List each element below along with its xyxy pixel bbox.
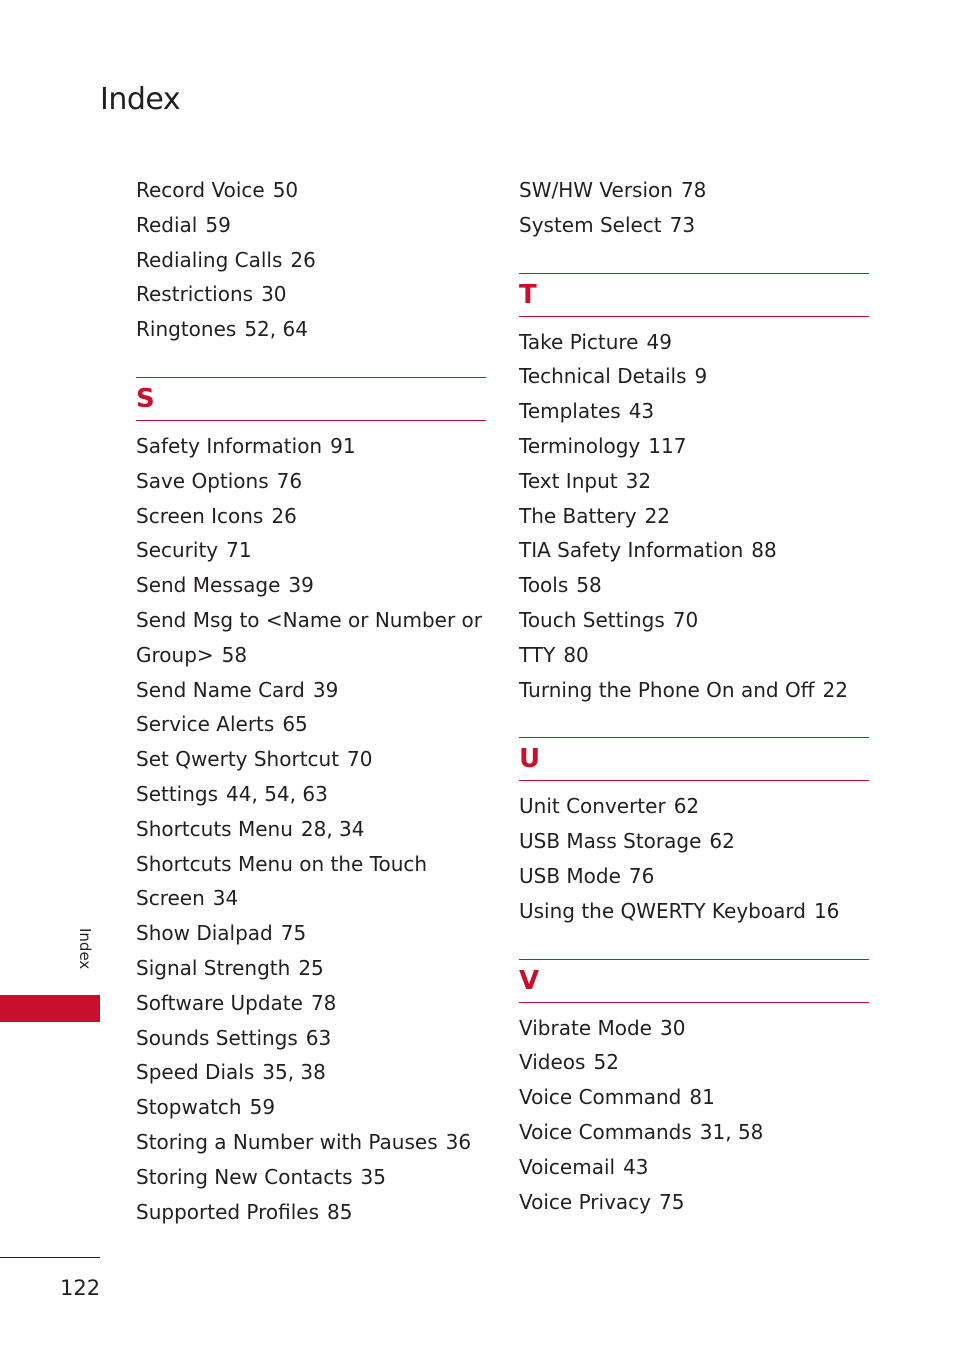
index-page-ref: 85 bbox=[327, 1199, 353, 1224]
index-entry bbox=[519, 533, 869, 568]
s-entries-list bbox=[136, 429, 486, 1229]
index-term: TIA Safety Information bbox=[519, 538, 744, 563]
index-entry bbox=[136, 777, 486, 812]
index-term: Templates bbox=[519, 399, 621, 424]
index-page-ref: 71 bbox=[226, 538, 252, 563]
index-term: Send Message bbox=[136, 573, 281, 598]
index-entry bbox=[136, 312, 486, 347]
index-page-ref: 75 bbox=[659, 1189, 685, 1214]
index-entry bbox=[519, 638, 869, 673]
index-term: SW/HW Version bbox=[519, 178, 673, 202]
index-page-ref: 65 bbox=[282, 712, 308, 737]
section-header-t bbox=[519, 273, 869, 317]
index-page-ref: 49 bbox=[646, 329, 672, 354]
index-entry bbox=[136, 568, 486, 603]
index-term: Take Picture bbox=[519, 329, 639, 354]
section-spacer bbox=[519, 243, 869, 261]
index-page-ref: 76 bbox=[276, 468, 303, 493]
index-term: Settings bbox=[136, 781, 219, 806]
side-tab-marker bbox=[0, 995, 100, 1022]
index-term: Security bbox=[136, 538, 219, 563]
index-page-ref: 44, 54, 63 bbox=[226, 781, 328, 806]
section-header-s bbox=[136, 377, 486, 421]
index-entry bbox=[519, 1185, 869, 1220]
index-term: Send Name Card bbox=[136, 677, 305, 702]
index-entry bbox=[136, 1055, 486, 1090]
index-page-ref: 22 bbox=[822, 677, 848, 702]
index-entry bbox=[519, 603, 869, 638]
index-term: Save Options bbox=[136, 468, 269, 493]
index-entry bbox=[519, 464, 869, 499]
index-term: Unit Converter bbox=[519, 794, 666, 819]
index-term: Vibrate Mode bbox=[519, 1015, 652, 1040]
index-page-ref: 117 bbox=[648, 433, 687, 458]
index-entry bbox=[519, 894, 869, 929]
index-page-ref: 52, 64 bbox=[244, 317, 308, 342]
index-term: Storing New Contacts bbox=[136, 1164, 353, 1189]
index-term: Service Alerts bbox=[136, 712, 275, 737]
index-term: Screen Icons bbox=[136, 503, 264, 528]
index-entry bbox=[136, 1090, 486, 1125]
section-letter: V bbox=[519, 965, 540, 996]
index-term: Technical Details bbox=[519, 364, 687, 389]
index-entry bbox=[519, 824, 869, 859]
index-term: Set Qwerty Shortcut bbox=[136, 747, 340, 772]
index-term: Ringtones bbox=[136, 317, 237, 342]
page-number: 122 bbox=[60, 1276, 101, 1300]
index-page-ref: 73 bbox=[669, 212, 696, 237]
index-entry bbox=[136, 951, 486, 986]
index-entry bbox=[519, 1115, 869, 1150]
index-entry bbox=[519, 499, 869, 534]
index-term: Show Dialpad bbox=[136, 921, 273, 946]
index-page-ref: 81 bbox=[689, 1085, 715, 1110]
index-entry bbox=[136, 742, 486, 777]
index-page-ref: 30 bbox=[659, 1015, 686, 1040]
index-term: Videos bbox=[519, 1050, 586, 1075]
index-entry bbox=[136, 847, 486, 917]
index-page-ref: 75 bbox=[280, 921, 307, 946]
index-entry bbox=[136, 707, 486, 742]
index-page-ref: 22 bbox=[644, 503, 671, 528]
index-page-ref: 59 bbox=[249, 1095, 276, 1120]
v-entries-list bbox=[519, 1011, 869, 1220]
index-term: Tools bbox=[519, 573, 569, 598]
index-page-ref: 80 bbox=[563, 642, 589, 667]
index-page-ref: 62 bbox=[673, 794, 700, 819]
index-entry bbox=[136, 812, 486, 847]
index-term: Voicemail bbox=[519, 1154, 616, 1179]
index-page-ref: 28, 34 bbox=[300, 816, 365, 841]
index-term: Supported Profiles bbox=[136, 1199, 320, 1224]
index-term: System Select bbox=[519, 212, 662, 237]
index-entry bbox=[519, 568, 869, 603]
index-page-ref: 39 bbox=[312, 677, 339, 702]
u-entries-list bbox=[519, 789, 869, 928]
index-page-ref: 63 bbox=[305, 1025, 332, 1050]
section-header-v bbox=[519, 959, 869, 1003]
index-term: Stopwatch bbox=[136, 1095, 242, 1120]
index-term: Using the QWERTY Keyboard bbox=[519, 898, 806, 923]
index-page-ref: 34 bbox=[212, 886, 239, 911]
index-page-ref: 26 bbox=[271, 503, 297, 528]
index-page-ref: 31, 58 bbox=[699, 1119, 764, 1144]
index-entry bbox=[136, 916, 486, 951]
index-term: Software Update bbox=[136, 990, 303, 1015]
index-page-ref: 32 bbox=[625, 468, 652, 493]
index-term: The Battery bbox=[519, 503, 637, 528]
index-term: Voice Privacy bbox=[519, 1189, 651, 1214]
side-tab-label: Index bbox=[76, 928, 94, 970]
index-term: Terminology bbox=[519, 433, 641, 458]
index-page-ref: 25 bbox=[298, 955, 324, 980]
index-entry bbox=[519, 325, 869, 360]
s-continued-list bbox=[519, 173, 869, 243]
index-entry bbox=[136, 429, 486, 464]
index-term: Safety Information bbox=[136, 433, 323, 458]
index-column-right bbox=[519, 173, 869, 1219]
index-entry bbox=[519, 859, 869, 894]
section-spacer bbox=[136, 347, 486, 365]
t-entries-list bbox=[519, 325, 869, 708]
section-header-u bbox=[519, 737, 869, 781]
index-page-ref: 70 bbox=[347, 747, 373, 772]
index-entry bbox=[519, 1011, 869, 1046]
index-entry bbox=[136, 499, 486, 534]
index-term: Turning the Phone On and Off bbox=[519, 677, 815, 702]
index-entry bbox=[519, 1080, 869, 1115]
index-page-ref: 26 bbox=[290, 247, 316, 272]
index-page-ref: 43 bbox=[628, 399, 655, 424]
r-entries-list bbox=[136, 173, 486, 347]
index-page-ref: 50 bbox=[272, 178, 299, 202]
index-page-ref: 35 bbox=[360, 1164, 386, 1189]
index-page-ref: 88 bbox=[751, 538, 777, 563]
index-page-ref: 58 bbox=[576, 573, 602, 598]
index-page-ref: 9 bbox=[694, 364, 708, 389]
index-term: Redialing Calls bbox=[136, 247, 283, 272]
index-page-ref: 16 bbox=[813, 898, 840, 923]
section-letter: U bbox=[519, 744, 541, 775]
index-entry bbox=[519, 394, 869, 429]
index-term: Send Msg to <Name or Number or Group> bbox=[136, 607, 482, 667]
index-entry bbox=[519, 789, 869, 824]
index-entry bbox=[136, 1125, 486, 1160]
index-entry bbox=[519, 673, 869, 708]
index-term: TTY bbox=[519, 642, 556, 667]
index-entry bbox=[136, 243, 486, 278]
index-term: Sounds Settings bbox=[136, 1025, 298, 1050]
index-entry bbox=[136, 277, 486, 312]
index-entry bbox=[136, 1160, 486, 1195]
index-page-ref: 76 bbox=[628, 863, 655, 888]
index-page-ref: 62 bbox=[709, 829, 735, 854]
index-entry bbox=[136, 464, 486, 499]
index-term: USB Mode bbox=[519, 863, 621, 888]
index-entry bbox=[136, 603, 486, 673]
index-term: Redial bbox=[136, 212, 198, 237]
index-page-ref: 30 bbox=[261, 282, 287, 307]
index-entry bbox=[519, 173, 869, 208]
index-entry bbox=[519, 1150, 869, 1185]
index-term: USB Mass Storage bbox=[519, 829, 702, 854]
index-term: Speed Dials bbox=[136, 1060, 255, 1085]
index-entry bbox=[136, 173, 486, 208]
index-entry bbox=[519, 208, 869, 243]
index-entry bbox=[519, 359, 869, 394]
index-entry bbox=[136, 1195, 486, 1230]
index-page-ref: 39 bbox=[288, 573, 314, 598]
index-term: Voice Command bbox=[519, 1085, 682, 1110]
section-spacer bbox=[519, 929, 869, 947]
index-entry bbox=[136, 208, 486, 243]
section-letter: T bbox=[519, 279, 537, 310]
index-term: Text Input bbox=[519, 468, 618, 493]
index-page-ref: 52 bbox=[593, 1050, 619, 1075]
index-page-ref: 43 bbox=[623, 1154, 649, 1179]
index-entry bbox=[136, 673, 486, 708]
section-letter: S bbox=[136, 383, 155, 414]
index-entry bbox=[519, 429, 869, 464]
index-entry bbox=[136, 986, 486, 1021]
footer-rule bbox=[0, 1257, 100, 1258]
index-term: Signal Strength bbox=[136, 955, 291, 980]
index-term: Shortcuts Menu on the Touch Screen bbox=[136, 851, 428, 911]
index-term: Storing a Number with Pauses bbox=[136, 1129, 438, 1154]
index-term: Shortcuts Menu bbox=[136, 816, 293, 841]
section-spacer bbox=[519, 707, 869, 725]
index-page-ref: 36 bbox=[445, 1129, 472, 1154]
index-term: Record Voice bbox=[136, 178, 265, 202]
index-entry bbox=[136, 1021, 486, 1056]
index-page-ref: 78 bbox=[680, 178, 707, 202]
index-column-left bbox=[136, 173, 486, 1229]
index-term: Restrictions bbox=[136, 282, 254, 307]
index-entry bbox=[519, 1045, 869, 1080]
index-page-ref: 78 bbox=[310, 990, 337, 1015]
index-page-ref: 35, 38 bbox=[262, 1060, 326, 1085]
index-page-ref: 70 bbox=[672, 607, 699, 632]
index-term: Voice Commands bbox=[519, 1119, 692, 1144]
index-page-ref: 58 bbox=[221, 642, 248, 667]
index-term: Touch Settings bbox=[519, 607, 665, 632]
index-entry bbox=[136, 533, 486, 568]
page-title: Index bbox=[100, 82, 181, 117]
index-page-ref: 91 bbox=[330, 433, 356, 458]
index-page-ref: 59 bbox=[205, 212, 231, 237]
